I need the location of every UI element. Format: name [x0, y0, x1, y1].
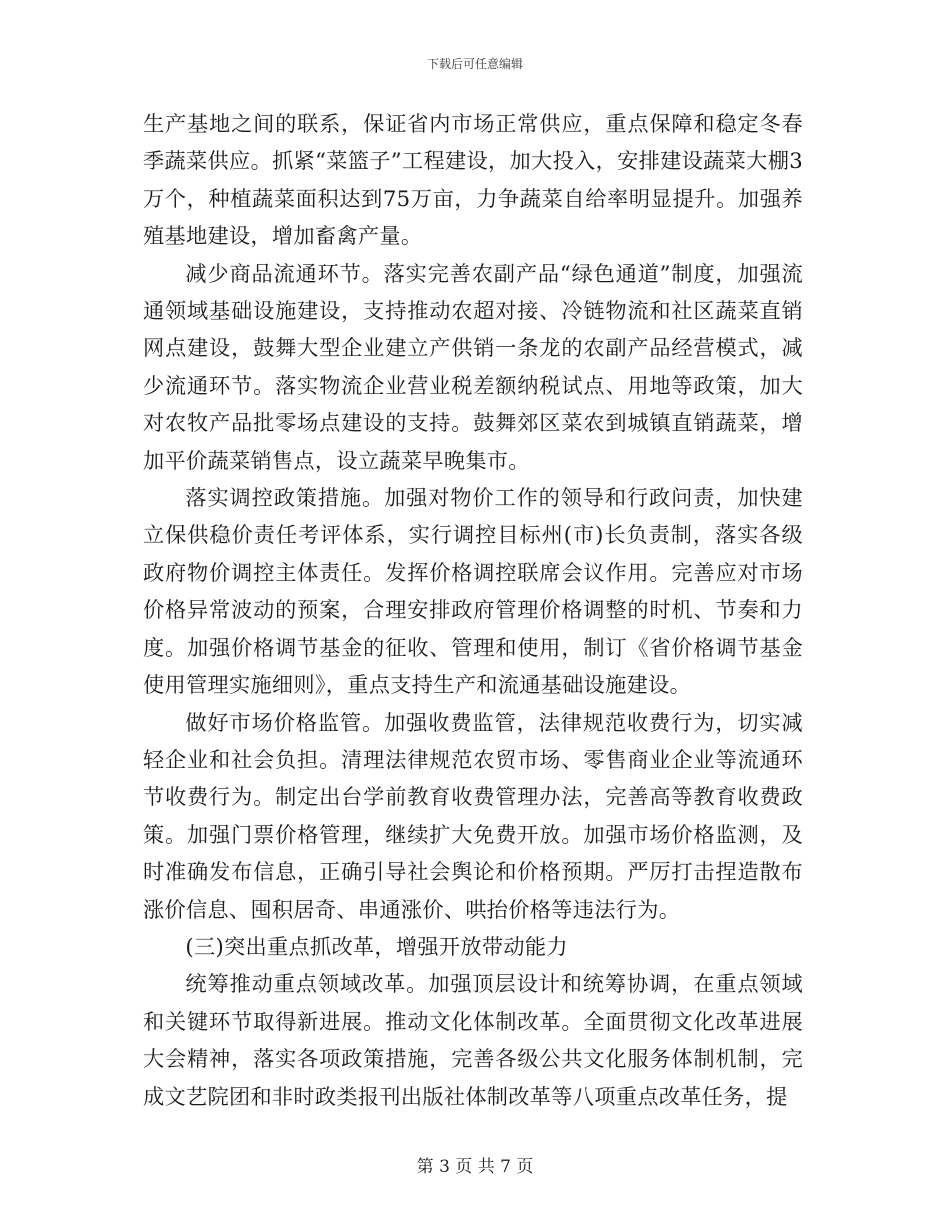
page-number: 第 3 页 共 7 页	[416, 1157, 534, 1177]
section-heading-reform: (三)突出重点抓改革，增强开放带动能力	[185, 933, 568, 959]
paragraph-price-supervision: 做好市场价格监管。加强收费监管，法律规范收费行为，切实减轻企业和社会负担。清理法律规范农贸市场、零售商业企业等流通环节收费行为。制定出台学前教育收费管理办法，完善高等教育收费政策。加强门票价格管理，继续扩大免费开放。加强市场价格监测，及时准确发布信息，正确引导社会舆论和价格预期。严厉打击捏造散布涨价信息、囤积居奇、串通涨价、哄抬价格等违法行为。	[143, 709, 803, 922]
document-body	[143, 105, 803, 1115]
paragraph-reduce-circulation: 减少商品流通环节。落实完善农副产品“绿色通道”制度，加强流通领域基础设施建设，支持推动农超对接、冷链物流和社区蔬菜直销网点建设，鼓舞大型企业建立产供销一条龙的农副产品经营模式，减少流通环节。落实物流企业营业税差额纳税试点、用地等政策，加大对农牧产品批零场点建设的支持。鼓舞郊区菜农到城镇直销蔬菜，增加平价蔬菜销售点，设立蔬菜早晚集市。	[143, 260, 803, 473]
paragraph-regulation-measures: 落实调控政策措施。加强对物价工作的领导和行政问责，加快建立保供稳价责任考评体系，实行调控目标州(市)长负责制，落实各级政府物价调控主体责任。发挥价格调控联席会议作用。完善应对市场价格异常波动的预案，合理安排政府管理价格调整的时机、节奏和力度。加强价格调节基金的征收、管理和使用，制订《省价格调节基金使用管理实施细则》，重点支持生产和流通基础设施建设。	[143, 485, 803, 698]
paragraph-continuation: 生产基地之间的联系，保证省内市场正常供应，重点保障和稳定冬春季蔬菜供应。抓紧“菜篮子”工程建设，加大投入，安排建设蔬菜大棚3万个，种植蔬菜面积达到75万亩，力争蔬菜自给率明显提升。加强养殖基地建设，增加畜禽产量。	[143, 111, 803, 249]
paragraph-key-reforms: 统筹推动重点领域改革。加强顶层设计和统筹协调，在重点领域和关键环节取得新进展。推动文化体制改革。全面贯彻文化改革进展大会精神，落实各项政策措施，完善各级公共文化服务体制机制，完成文艺院团和非时政类报刊出版社体制改革等八项重点改革任务，提	[143, 971, 803, 1109]
page-header-note: 下载后可任意编辑	[426, 57, 523, 71]
